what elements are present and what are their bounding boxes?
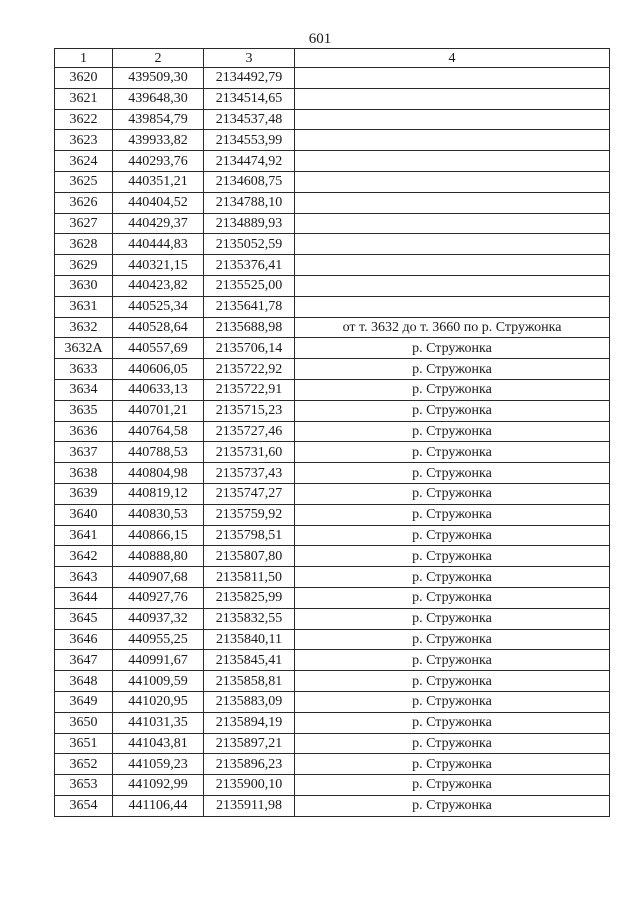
description-cell: р. Стружонка [295, 754, 610, 775]
y-coordinate-cell: 2134474,92 [204, 151, 295, 172]
table-row [55, 421, 610, 442]
x-coordinate-cell: 441092,99 [113, 775, 204, 796]
y-coordinate-cell: 2134514,65 [204, 88, 295, 109]
table-row [55, 296, 610, 317]
description-cell [295, 275, 610, 296]
table-row [55, 151, 610, 172]
table-row [55, 379, 610, 400]
point-number-cell: 3637 [55, 442, 113, 463]
description-cell [295, 192, 610, 213]
table-row [55, 442, 610, 463]
x-coordinate-cell: 440866,15 [113, 525, 204, 546]
point-number-cell: 3651 [55, 733, 113, 754]
x-coordinate-cell: 440701,21 [113, 400, 204, 421]
x-coordinate-cell: 440293,76 [113, 151, 204, 172]
x-coordinate-cell: 440633,13 [113, 379, 204, 400]
header-point-number: 1 [55, 49, 113, 68]
table-row [55, 587, 610, 608]
description-cell: р. Стружонка [295, 421, 610, 442]
x-coordinate-cell: 441031,35 [113, 712, 204, 733]
table-row [55, 795, 610, 816]
table-row [55, 629, 610, 650]
point-number-cell: 3646 [55, 629, 113, 650]
table-header [55, 49, 610, 68]
point-number-cell: 3652 [55, 754, 113, 775]
x-coordinate-cell: 439933,82 [113, 130, 204, 151]
y-coordinate-cell: 2135798,51 [204, 525, 295, 546]
point-number-cell: 3630 [55, 275, 113, 296]
y-coordinate-cell: 2134492,79 [204, 68, 295, 89]
x-coordinate-cell: 440557,69 [113, 338, 204, 359]
table-row [55, 213, 610, 234]
y-coordinate-cell: 2135894,19 [204, 712, 295, 733]
x-coordinate-cell: 441020,95 [113, 691, 204, 712]
point-number-cell: 3623 [55, 130, 113, 151]
y-coordinate-cell: 2135747,27 [204, 483, 295, 504]
x-coordinate-cell: 439648,30 [113, 88, 204, 109]
description-cell: р. Стружонка [295, 504, 610, 525]
description-cell: от т. 3632 до т. 3660 по р. Стружонка [295, 317, 610, 338]
description-cell: р. Стружонка [295, 400, 610, 421]
y-coordinate-cell: 2135811,50 [204, 567, 295, 588]
description-cell [295, 213, 610, 234]
description-cell [295, 68, 610, 89]
description-cell: р. Стружонка [295, 463, 610, 484]
point-number-cell: 3645 [55, 608, 113, 629]
x-coordinate-cell: 440804,98 [113, 463, 204, 484]
point-number-cell: 3633 [55, 359, 113, 380]
table-row [55, 275, 610, 296]
description-cell: р. Стружонка [295, 442, 610, 463]
description-cell: р. Стружонка [295, 691, 610, 712]
x-coordinate-cell: 441043,81 [113, 733, 204, 754]
point-number-cell: 3628 [55, 234, 113, 255]
description-cell: р. Стружонка [295, 775, 610, 796]
table-row [55, 504, 610, 525]
description-cell [295, 255, 610, 276]
y-coordinate-cell: 2135706,14 [204, 338, 295, 359]
x-coordinate-cell: 440907,68 [113, 567, 204, 588]
x-coordinate-cell: 440404,52 [113, 192, 204, 213]
x-coordinate-cell: 440525,34 [113, 296, 204, 317]
description-cell: р. Стружонка [295, 567, 610, 588]
table-row [55, 691, 610, 712]
y-coordinate-cell: 2135900,10 [204, 775, 295, 796]
x-coordinate-cell: 440423,82 [113, 275, 204, 296]
table-row [55, 400, 610, 421]
description-cell: р. Стружонка [295, 795, 610, 816]
x-coordinate-cell: 440606,05 [113, 359, 204, 380]
description-cell: р. Стружонка [295, 546, 610, 567]
point-number-cell: 3639 [55, 483, 113, 504]
table-row [55, 650, 610, 671]
header-description: 4 [295, 49, 610, 68]
x-coordinate-cell: 440937,32 [113, 608, 204, 629]
y-coordinate-cell: 2135727,46 [204, 421, 295, 442]
description-cell: р. Стружонка [295, 338, 610, 359]
point-number-cell: 3635 [55, 400, 113, 421]
point-number-cell: 3644 [55, 587, 113, 608]
x-coordinate-cell: 440528,64 [113, 317, 204, 338]
x-coordinate-cell: 440429,37 [113, 213, 204, 234]
y-coordinate-cell: 2135731,60 [204, 442, 295, 463]
description-cell [295, 296, 610, 317]
y-coordinate-cell: 2134608,75 [204, 171, 295, 192]
point-number-cell: 3624 [55, 151, 113, 172]
x-coordinate-cell: 440830,53 [113, 504, 204, 525]
x-coordinate-cell: 440788,53 [113, 442, 204, 463]
table-body [55, 68, 610, 817]
x-coordinate-cell: 439854,79 [113, 109, 204, 130]
coordinates-table [54, 48, 610, 817]
point-number-cell: 3649 [55, 691, 113, 712]
y-coordinate-cell: 2135759,92 [204, 504, 295, 525]
x-coordinate-cell: 440819,12 [113, 483, 204, 504]
description-cell: р. Стружонка [295, 608, 610, 629]
point-number-cell: 3634 [55, 379, 113, 400]
y-coordinate-cell: 2135688,98 [204, 317, 295, 338]
description-cell: р. Стружонка [295, 629, 610, 650]
table-row [55, 463, 610, 484]
point-number-cell: 3638 [55, 463, 113, 484]
table-row [55, 317, 610, 338]
description-cell: р. Стружонка [295, 587, 610, 608]
table-row [55, 525, 610, 546]
table-row [55, 671, 610, 692]
point-number-cell: 3621 [55, 88, 113, 109]
y-coordinate-cell: 2135832,55 [204, 608, 295, 629]
y-coordinate-cell: 2135052,59 [204, 234, 295, 255]
description-cell: р. Стружонка [295, 525, 610, 546]
y-coordinate-cell: 2135641,78 [204, 296, 295, 317]
description-cell: р. Стружонка [295, 379, 610, 400]
x-coordinate-cell: 439509,30 [113, 68, 204, 89]
x-coordinate-cell: 440927,76 [113, 587, 204, 608]
point-number-cell: 3647 [55, 650, 113, 671]
table-row [55, 483, 610, 504]
point-number-cell: 3643 [55, 567, 113, 588]
x-coordinate-cell: 441009,59 [113, 671, 204, 692]
description-cell [295, 88, 610, 109]
description-cell: р. Стружонка [295, 650, 610, 671]
y-coordinate-cell: 2134889,93 [204, 213, 295, 234]
description-cell [295, 171, 610, 192]
point-number-cell: 3627 [55, 213, 113, 234]
y-coordinate-cell: 2135722,91 [204, 379, 295, 400]
x-coordinate-cell: 440321,15 [113, 255, 204, 276]
point-number-cell: 3653 [55, 775, 113, 796]
x-coordinate-cell: 441106,44 [113, 795, 204, 816]
point-number-cell: 3622 [55, 109, 113, 130]
table-row [55, 359, 610, 380]
y-coordinate-cell: 2135858,81 [204, 671, 295, 692]
point-number-cell: 3632А [55, 338, 113, 359]
table-row [55, 109, 610, 130]
y-coordinate-cell: 2134788,10 [204, 192, 295, 213]
point-number-cell: 3629 [55, 255, 113, 276]
x-coordinate-cell: 440444,83 [113, 234, 204, 255]
table-row [55, 546, 610, 567]
point-number-cell: 3641 [55, 525, 113, 546]
table-row [55, 130, 610, 151]
description-cell: р. Стружонка [295, 712, 610, 733]
table-row [55, 338, 610, 359]
x-coordinate-cell: 440955,25 [113, 629, 204, 650]
header-y-coordinate: 3 [204, 49, 295, 68]
x-coordinate-cell: 441059,23 [113, 754, 204, 775]
table-row [55, 234, 610, 255]
y-coordinate-cell: 2135911,98 [204, 795, 295, 816]
x-coordinate-cell: 440351,21 [113, 171, 204, 192]
point-number-cell: 3631 [55, 296, 113, 317]
y-coordinate-cell: 2135845,41 [204, 650, 295, 671]
table-row [55, 608, 610, 629]
table-row [55, 712, 610, 733]
x-coordinate-cell: 440991,67 [113, 650, 204, 671]
table-row [55, 754, 610, 775]
y-coordinate-cell: 2135807,80 [204, 546, 295, 567]
table-row [55, 88, 610, 109]
description-cell [295, 109, 610, 130]
description-cell [295, 130, 610, 151]
y-coordinate-cell: 2135525,00 [204, 275, 295, 296]
point-number-cell: 3642 [55, 546, 113, 567]
point-number-cell: 3626 [55, 192, 113, 213]
y-coordinate-cell: 2135840,11 [204, 629, 295, 650]
x-coordinate-cell: 440764,58 [113, 421, 204, 442]
table-row [55, 567, 610, 588]
table-row [55, 171, 610, 192]
description-cell: р. Стружонка [295, 733, 610, 754]
point-number-cell: 3648 [55, 671, 113, 692]
y-coordinate-cell: 2135737,43 [204, 463, 295, 484]
y-coordinate-cell: 2135883,09 [204, 691, 295, 712]
description-cell [295, 234, 610, 255]
y-coordinate-cell: 2134537,48 [204, 109, 295, 130]
table-row [55, 192, 610, 213]
point-number-cell: 3650 [55, 712, 113, 733]
description-cell [295, 151, 610, 172]
description-cell: р. Стружонка [295, 483, 610, 504]
x-coordinate-cell: 440888,80 [113, 546, 204, 567]
y-coordinate-cell: 2135825,99 [204, 587, 295, 608]
y-coordinate-cell: 2135897,21 [204, 733, 295, 754]
description-cell: р. Стружонка [295, 671, 610, 692]
table-row [55, 733, 610, 754]
table-row [55, 775, 610, 796]
table-row [55, 68, 610, 89]
point-number-cell: 3654 [55, 795, 113, 816]
y-coordinate-cell: 2135896,23 [204, 754, 295, 775]
y-coordinate-cell: 2134553,99 [204, 130, 295, 151]
header-x-coordinate: 2 [113, 49, 204, 68]
y-coordinate-cell: 2135376,41 [204, 255, 295, 276]
point-number-cell: 3620 [55, 68, 113, 89]
y-coordinate-cell: 2135715,23 [204, 400, 295, 421]
point-number-cell: 3625 [55, 171, 113, 192]
point-number-cell: 3632 [55, 317, 113, 338]
table-row [55, 255, 610, 276]
description-cell: р. Стружонка [295, 359, 610, 380]
header-row [55, 49, 610, 68]
point-number-cell: 3636 [55, 421, 113, 442]
y-coordinate-cell: 2135722,92 [204, 359, 295, 380]
point-number-cell: 3640 [55, 504, 113, 525]
page-number: 601 [308, 31, 332, 47]
